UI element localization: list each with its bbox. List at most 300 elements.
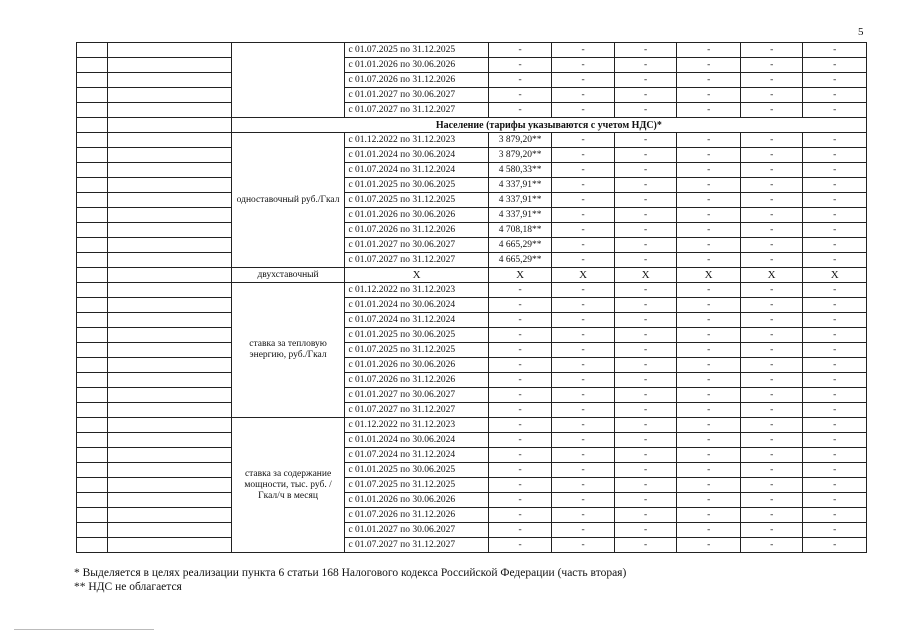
value-cell: - xyxy=(677,148,741,163)
indicator-cell xyxy=(107,148,231,163)
value-cell: - xyxy=(740,253,803,268)
value-cell: - xyxy=(614,193,677,208)
value-cell: - xyxy=(677,463,741,478)
table-row xyxy=(77,433,867,448)
value-cell: - xyxy=(488,478,552,493)
value-cell: - xyxy=(552,388,615,403)
period-cell: с 01.01.2027 по 30.06.2027 xyxy=(345,88,488,103)
value-cell: - xyxy=(740,103,803,118)
value-cell: - xyxy=(488,43,552,58)
value-cell: - xyxy=(488,73,552,88)
value-cell: - xyxy=(740,538,803,553)
indicator-cell xyxy=(107,358,231,373)
section-title: Население (тарифы указываются с учетом НДС)* xyxy=(231,118,866,133)
value-cell: - xyxy=(552,43,615,58)
value-cell: - xyxy=(740,238,803,253)
period-cell: с 01.01.2025 по 30.06.2025 xyxy=(345,463,488,478)
value-cell: - xyxy=(614,328,677,343)
value-cell: - xyxy=(677,328,741,343)
table-row xyxy=(77,448,867,463)
row-number-cell xyxy=(77,373,108,388)
value-cell: - xyxy=(614,208,677,223)
value-cell: - xyxy=(677,163,741,178)
value-cell: - xyxy=(740,43,803,58)
value-cell: - xyxy=(803,193,867,208)
row-number-cell xyxy=(77,283,108,298)
table-row xyxy=(77,478,867,493)
value-cell: - xyxy=(614,478,677,493)
row-number-cell xyxy=(77,253,108,268)
table-row xyxy=(77,43,867,58)
value-cell: - xyxy=(677,403,741,418)
row-number-cell xyxy=(77,118,108,133)
value-cell: 4 665,29** xyxy=(488,253,552,268)
row-number-cell xyxy=(77,208,108,223)
table-row xyxy=(77,508,867,523)
value-cell: - xyxy=(614,148,677,163)
x-mark-cell: X xyxy=(803,268,867,283)
value-cell: - xyxy=(677,73,741,88)
row-number-cell xyxy=(77,478,108,493)
table-row xyxy=(77,103,867,118)
row-number-cell xyxy=(77,268,108,283)
period-cell: с 01.07.2027 по 31.12.2027 xyxy=(345,538,488,553)
indicator-cell xyxy=(107,538,231,553)
value-cell: - xyxy=(803,103,867,118)
row-number-cell xyxy=(77,328,108,343)
value-cell: - xyxy=(614,238,677,253)
value-cell: - xyxy=(488,388,552,403)
row-number-cell xyxy=(77,223,108,238)
two-part-label: двухставочный xyxy=(231,268,345,283)
value-cell: - xyxy=(803,358,867,373)
value-cell: - xyxy=(614,403,677,418)
value-cell: - xyxy=(677,523,741,538)
value-cell: 4 708,18** xyxy=(488,223,552,238)
value-cell: - xyxy=(740,73,803,88)
indicator-cell xyxy=(107,328,231,343)
row-number-cell xyxy=(77,313,108,328)
table-row xyxy=(77,373,867,388)
value-cell: - xyxy=(740,178,803,193)
table-row xyxy=(77,268,867,283)
value-cell: - xyxy=(488,448,552,463)
table-row xyxy=(77,298,867,313)
value-cell: - xyxy=(488,328,552,343)
table-row xyxy=(77,493,867,508)
value-cell: - xyxy=(740,523,803,538)
table-row xyxy=(77,403,867,418)
value-cell: - xyxy=(488,283,552,298)
value-cell: - xyxy=(740,88,803,103)
x-mark-cell: X xyxy=(614,268,677,283)
period-cell: с 01.07.2027 по 31.12.2027 xyxy=(345,403,488,418)
x-mark-cell: X xyxy=(345,268,488,283)
tariff-table xyxy=(76,42,867,553)
row-number-cell xyxy=(77,238,108,253)
value-cell: - xyxy=(677,418,741,433)
value-cell: - xyxy=(803,283,867,298)
row-number-cell xyxy=(77,148,108,163)
period-cell: с 01.01.2024 по 30.06.2024 xyxy=(345,298,488,313)
table-row xyxy=(77,208,867,223)
table-row xyxy=(77,193,867,208)
value-cell: - xyxy=(677,283,741,298)
period-cell: с 01.07.2024 по 31.12.2024 xyxy=(345,313,488,328)
value-cell: - xyxy=(803,448,867,463)
value-cell: 4 337,91** xyxy=(488,193,552,208)
value-cell: - xyxy=(803,133,867,148)
value-cell: - xyxy=(677,238,741,253)
x-mark-cell: X xyxy=(677,268,741,283)
value-cell: - xyxy=(740,448,803,463)
value-cell: - xyxy=(803,208,867,223)
value-cell: - xyxy=(803,178,867,193)
value-cell: - xyxy=(677,298,741,313)
value-cell: - xyxy=(803,238,867,253)
value-cell: - xyxy=(803,508,867,523)
value-cell: - xyxy=(740,478,803,493)
indicator-cell xyxy=(107,73,231,88)
value-cell: 4 337,91** xyxy=(488,208,552,223)
table-row xyxy=(77,328,867,343)
row-number-cell xyxy=(77,403,108,418)
footnotes xyxy=(74,566,626,594)
table-row xyxy=(77,148,867,163)
value-cell: - xyxy=(552,493,615,508)
value-cell: - xyxy=(614,538,677,553)
table-row xyxy=(77,538,867,553)
indicator-cell xyxy=(107,253,231,268)
indicator-cell xyxy=(107,463,231,478)
indicator-cell xyxy=(107,268,231,283)
value-cell: - xyxy=(740,223,803,238)
period-cell: с 01.01.2026 по 30.06.2026 xyxy=(345,493,488,508)
value-cell: - xyxy=(740,283,803,298)
rate-label-cell xyxy=(231,43,345,118)
indicator-cell xyxy=(107,433,231,448)
value-cell: 3 879,20** xyxy=(488,133,552,148)
row-number-cell xyxy=(77,493,108,508)
table-row xyxy=(77,73,867,88)
value-cell: - xyxy=(803,418,867,433)
value-cell: 4 665,29** xyxy=(488,238,552,253)
value-cell: - xyxy=(740,58,803,73)
footnote-no-vat: ** НДС не облагается xyxy=(74,581,182,593)
indicator-cell xyxy=(107,223,231,238)
value-cell: - xyxy=(803,538,867,553)
value-cell: - xyxy=(740,133,803,148)
indicator-cell xyxy=(107,58,231,73)
indicator-cell xyxy=(107,103,231,118)
period-cell: с 01.01.2027 по 30.06.2027 xyxy=(345,523,488,538)
value-cell: - xyxy=(677,343,741,358)
value-cell: - xyxy=(740,193,803,208)
value-cell: - xyxy=(614,43,677,58)
table-row xyxy=(77,358,867,373)
period-cell: с 01.01.2027 по 30.06.2027 xyxy=(345,388,488,403)
value-cell: - xyxy=(552,298,615,313)
value-cell: - xyxy=(803,148,867,163)
value-cell: - xyxy=(552,313,615,328)
period-cell: с 01.07.2025 по 31.12.2025 xyxy=(345,43,488,58)
row-number-cell xyxy=(77,418,108,433)
value-cell: - xyxy=(552,148,615,163)
value-cell: - xyxy=(677,193,741,208)
indicator-cell xyxy=(107,373,231,388)
value-cell: - xyxy=(803,58,867,73)
period-cell: с 01.07.2026 по 31.12.2026 xyxy=(345,223,488,238)
indicator-cell xyxy=(107,178,231,193)
table-row xyxy=(77,163,867,178)
row-number-cell xyxy=(77,508,108,523)
period-cell: с 01.07.2025 по 31.12.2025 xyxy=(345,343,488,358)
value-cell: - xyxy=(677,133,741,148)
row-number-cell xyxy=(77,193,108,208)
value-cell: - xyxy=(677,223,741,238)
table-row xyxy=(77,388,867,403)
value-cell: - xyxy=(552,508,615,523)
value-cell: - xyxy=(677,388,741,403)
value-cell: - xyxy=(552,103,615,118)
value-cell: - xyxy=(552,523,615,538)
value-cell: - xyxy=(803,523,867,538)
value-cell: - xyxy=(614,253,677,268)
value-cell: - xyxy=(614,463,677,478)
value-cell: - xyxy=(488,403,552,418)
row-number-cell xyxy=(77,463,108,478)
value-cell: - xyxy=(740,208,803,223)
value-cell: - xyxy=(614,358,677,373)
value-cell: - xyxy=(488,343,552,358)
indicator-cell xyxy=(107,298,231,313)
period-cell: с 01.07.2024 по 31.12.2024 xyxy=(345,163,488,178)
value-cell: - xyxy=(677,373,741,388)
period-cell: с 01.07.2026 по 31.12.2026 xyxy=(345,73,488,88)
value-cell: - xyxy=(552,448,615,463)
period-cell: с 01.07.2025 по 31.12.2025 xyxy=(345,193,488,208)
table-row xyxy=(77,283,867,298)
value-cell: - xyxy=(740,433,803,448)
value-cell: - xyxy=(677,358,741,373)
indicator-cell xyxy=(107,238,231,253)
indicator-cell xyxy=(107,493,231,508)
value-cell: - xyxy=(614,223,677,238)
value-cell: 4 337,91** xyxy=(488,178,552,193)
value-cell: - xyxy=(488,433,552,448)
value-cell: - xyxy=(677,58,741,73)
value-cell: - xyxy=(803,253,867,268)
value-cell: - xyxy=(614,73,677,88)
value-cell: - xyxy=(488,418,552,433)
table-row xyxy=(77,238,867,253)
value-cell: - xyxy=(488,538,552,553)
value-cell: - xyxy=(614,133,677,148)
value-cell: - xyxy=(677,448,741,463)
value-cell: - xyxy=(614,58,677,73)
value-cell: - xyxy=(552,343,615,358)
period-cell: с 01.01.2024 по 30.06.2024 xyxy=(345,148,488,163)
row-number-cell xyxy=(77,388,108,403)
row-number-cell xyxy=(77,343,108,358)
period-cell: с 01.01.2025 по 30.06.2025 xyxy=(345,328,488,343)
value-cell: - xyxy=(740,403,803,418)
row-number-cell xyxy=(77,523,108,538)
value-cell: - xyxy=(803,433,867,448)
value-cell: - xyxy=(740,373,803,388)
value-cell: - xyxy=(614,388,677,403)
value-cell: - xyxy=(552,538,615,553)
period-cell: с 01.12.2022 по 31.12.2023 xyxy=(345,418,488,433)
value-cell: - xyxy=(803,403,867,418)
value-cell: - xyxy=(552,88,615,103)
row-number-cell xyxy=(77,538,108,553)
period-cell: с 01.01.2026 по 30.06.2026 xyxy=(345,358,488,373)
value-cell: - xyxy=(488,463,552,478)
indicator-cell xyxy=(107,313,231,328)
value-cell: - xyxy=(614,88,677,103)
value-cell: - xyxy=(488,358,552,373)
table-row xyxy=(77,253,867,268)
row-number-cell xyxy=(77,163,108,178)
period-cell: с 01.01.2026 по 30.06.2026 xyxy=(345,208,488,223)
indicator-cell xyxy=(107,208,231,223)
indicator-cell xyxy=(107,403,231,418)
table-row xyxy=(77,523,867,538)
value-cell: - xyxy=(803,298,867,313)
value-cell: - xyxy=(677,493,741,508)
value-cell: - xyxy=(488,523,552,538)
period-cell: с 01.07.2025 по 31.12.2025 xyxy=(345,478,488,493)
x-mark-cell: X xyxy=(740,268,803,283)
value-cell: - xyxy=(614,298,677,313)
value-cell: - xyxy=(614,433,677,448)
value-cell: - xyxy=(677,313,741,328)
indicator-cell xyxy=(107,133,231,148)
value-cell: - xyxy=(614,373,677,388)
period-cell: с 01.07.2026 по 31.12.2026 xyxy=(345,508,488,523)
row-number-cell xyxy=(77,298,108,313)
period-cell: с 01.07.2026 по 31.12.2026 xyxy=(345,373,488,388)
value-cell: - xyxy=(614,493,677,508)
row-number-cell xyxy=(77,448,108,463)
value-cell: - xyxy=(614,523,677,538)
row-number-cell xyxy=(77,43,108,58)
value-cell: - xyxy=(614,343,677,358)
value-cell: - xyxy=(552,238,615,253)
period-cell: с 01.07.2027 по 31.12.2027 xyxy=(345,103,488,118)
value-cell: - xyxy=(552,178,615,193)
period-cell: с 01.07.2024 по 31.12.2024 xyxy=(345,448,488,463)
table-row xyxy=(77,463,867,478)
indicator-cell xyxy=(107,388,231,403)
value-cell: 3 879,20** xyxy=(488,148,552,163)
indicator-cell xyxy=(107,418,231,433)
row-number-cell xyxy=(77,133,108,148)
value-cell: - xyxy=(803,73,867,88)
period-cell: с 01.07.2027 по 31.12.2027 xyxy=(345,253,488,268)
value-cell: - xyxy=(488,103,552,118)
value-cell: - xyxy=(552,193,615,208)
value-cell: - xyxy=(488,88,552,103)
x-mark-cell: X xyxy=(552,268,615,283)
value-cell: - xyxy=(552,478,615,493)
value-cell: - xyxy=(803,328,867,343)
value-cell: - xyxy=(614,163,677,178)
table-row xyxy=(77,133,867,148)
value-cell: - xyxy=(614,178,677,193)
row-number-cell xyxy=(77,88,108,103)
indicator-cell xyxy=(107,283,231,298)
value-cell: - xyxy=(488,373,552,388)
page-bottom-rule xyxy=(14,629,154,630)
value-cell: - xyxy=(677,43,741,58)
value-cell: - xyxy=(803,88,867,103)
value-cell: - xyxy=(803,478,867,493)
table-row xyxy=(77,313,867,328)
value-cell: - xyxy=(740,343,803,358)
value-cell: - xyxy=(740,163,803,178)
value-cell: - xyxy=(740,463,803,478)
value-cell: - xyxy=(552,418,615,433)
row-number-cell xyxy=(77,433,108,448)
value-cell: - xyxy=(488,58,552,73)
value-cell: - xyxy=(552,163,615,178)
period-cell: с 01.01.2024 по 30.06.2024 xyxy=(345,433,488,448)
value-cell: - xyxy=(677,103,741,118)
value-cell: - xyxy=(677,538,741,553)
period-cell: с 01.12.2022 по 31.12.2023 xyxy=(345,133,488,148)
value-cell: - xyxy=(677,178,741,193)
value-cell: - xyxy=(803,313,867,328)
value-cell: - xyxy=(803,223,867,238)
value-cell: - xyxy=(614,313,677,328)
table-row xyxy=(77,418,867,433)
table-row xyxy=(77,88,867,103)
value-cell: - xyxy=(552,463,615,478)
value-cell: - xyxy=(552,253,615,268)
value-cell: - xyxy=(740,493,803,508)
table-row xyxy=(77,58,867,73)
value-cell: - xyxy=(740,418,803,433)
value-cell: - xyxy=(552,58,615,73)
indicator-cell xyxy=(107,343,231,358)
value-cell: - xyxy=(552,403,615,418)
value-cell: - xyxy=(803,388,867,403)
indicator-cell xyxy=(107,43,231,58)
value-cell: - xyxy=(552,223,615,238)
indicator-cell xyxy=(107,448,231,463)
value-cell: - xyxy=(488,508,552,523)
indicator-cell xyxy=(107,523,231,538)
value-cell: - xyxy=(614,283,677,298)
value-cell: - xyxy=(677,433,741,448)
value-cell: - xyxy=(677,508,741,523)
table-row xyxy=(77,178,867,193)
value-cell: - xyxy=(740,298,803,313)
value-cell: - xyxy=(552,208,615,223)
value-cell: - xyxy=(740,313,803,328)
value-cell: - xyxy=(803,373,867,388)
period-cell: с 01.01.2026 по 30.06.2026 xyxy=(345,58,488,73)
period-cell: с 01.12.2022 по 31.12.2023 xyxy=(345,283,488,298)
value-cell: - xyxy=(614,418,677,433)
value-cell: - xyxy=(552,73,615,88)
value-cell: - xyxy=(614,103,677,118)
table-row xyxy=(77,343,867,358)
indicator-cell xyxy=(107,508,231,523)
value-cell: - xyxy=(614,508,677,523)
